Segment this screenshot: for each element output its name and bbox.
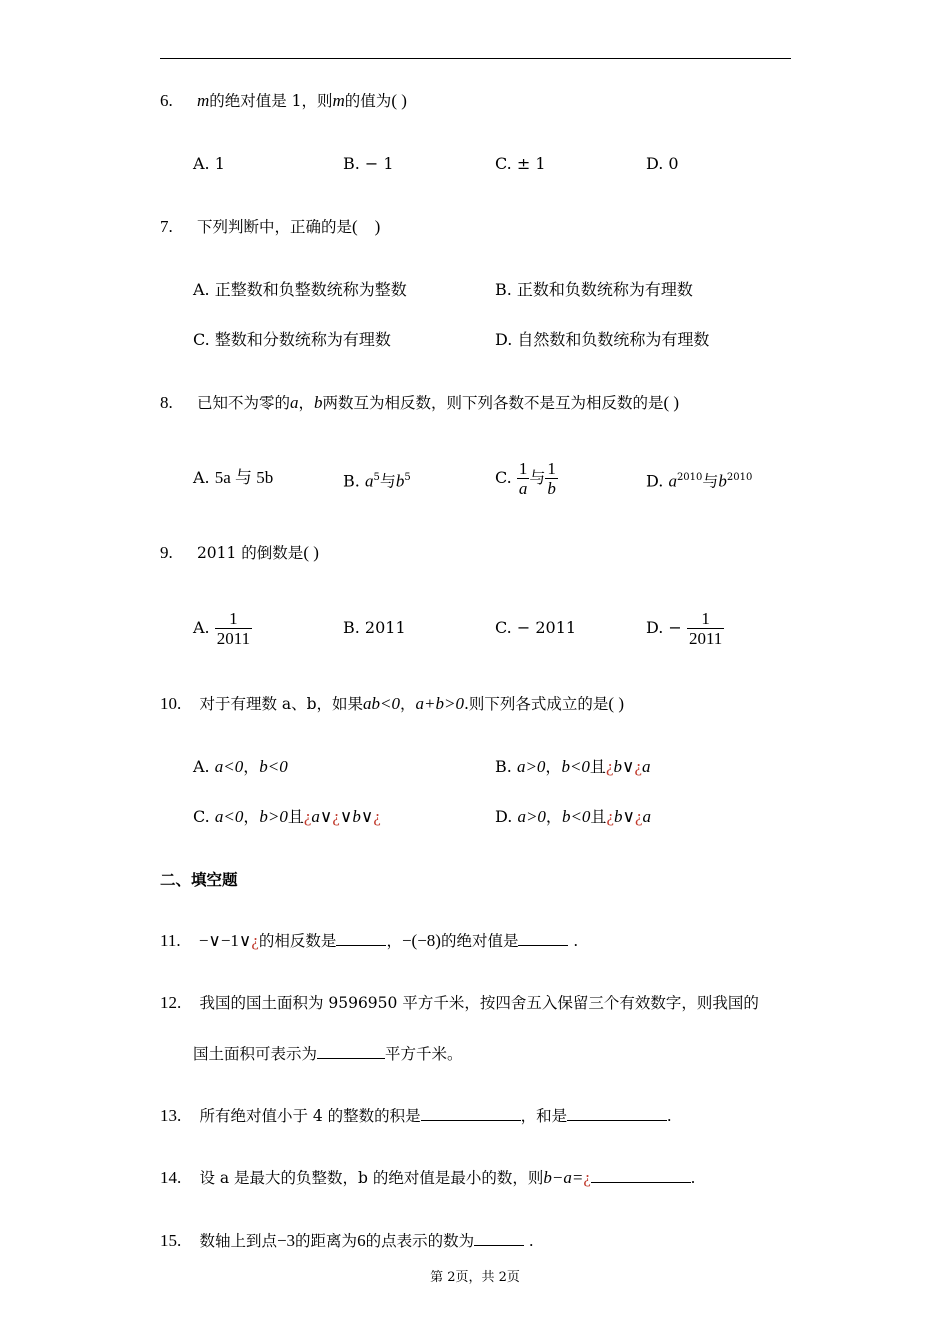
denominator: 2011 [216,629,251,648]
expr: −(−8) [401,931,441,950]
base: b [718,471,727,491]
exponent: 5 [373,472,380,483]
punctuation: ， [545,757,562,776]
expr: a [311,807,320,826]
question-text: 对于有理数 a、b，如果 [199,695,364,713]
question-number: 7. [160,217,173,236]
answer-paren: ( ) [391,91,407,110]
option-text: 与 [529,468,546,487]
punctuation: . [690,1168,696,1187]
q7-option-a: A. 正整数和负整数统称为整数 [193,280,407,299]
header-rule [160,58,791,59]
expr: b [352,807,361,826]
q8-option-a [193,467,273,489]
denominator: b [547,479,556,498]
q7-option-b: B. 正数和负数统称为有理数 [495,280,693,299]
base: a [364,471,374,491]
question-text: 的绝对值是 1，则 [209,92,333,110]
condition: a+b>0 [415,694,464,713]
fraction [545,459,558,498]
expr: ∨ [339,807,353,826]
expr: a>0 [517,807,546,826]
option-text: 与 [702,471,719,491]
garbled-char: ¿ [303,807,312,826]
option-label: C. [193,807,210,826]
question-12-line2 [193,1042,463,1065]
option-text: 且 [590,807,607,826]
question-text: 的点表示的数为 [365,1232,475,1250]
q9-option-c: C. − 2011 [495,618,577,637]
expr: ∨ [360,807,374,826]
option-label: C. [495,468,512,487]
fraction [215,609,252,648]
expr: b [613,757,622,776]
expr: −3 [276,1231,296,1250]
option-label: D. [495,807,513,826]
var-m: m [196,91,210,110]
option-label: A. [193,468,210,487]
expr: a [642,807,651,826]
numerator: 1 [547,459,556,478]
garbled-char: ¿ [606,807,614,826]
expr: −∨−1∨ [198,931,252,950]
question-15 [160,1229,533,1252]
option-label: A. [193,618,210,637]
q10-option-c [193,806,381,828]
q8-option-d [646,467,752,492]
expr: ∨ [319,807,333,826]
punctuation: . [529,1231,534,1250]
var-a: a [289,393,299,412]
question-number: 8. [160,393,173,412]
answer-paren: ( ) [303,543,319,562]
answer-blank[interactable] [518,929,568,946]
answer-blank[interactable] [474,1229,524,1246]
expr: a [641,757,651,776]
numerator: 1 [701,609,710,628]
q9-option-b: B. 2011 [343,618,406,637]
question-13 [160,1104,671,1127]
page-footer: 第 2页，共 2页 [430,1270,520,1285]
question-text: 的相反数是 [258,932,337,950]
fraction [687,609,724,648]
question-number: 6. [160,91,173,110]
q6-option-a: A. 1 [193,154,225,173]
denominator: a [518,479,528,498]
question-text: 的距离为 [295,1232,358,1250]
q6-option-d: D. 0 [646,154,679,173]
q9-option-a [193,606,252,650]
question-text: 设 a 是最大的负整数，b 的绝对值是最小的数，则 [199,1169,544,1187]
question-number: 11. [160,931,181,950]
base: a [668,471,677,491]
exponent: 2010 [726,472,753,483]
punctuation: ， [243,757,260,776]
answer-paren: ( ) [351,217,381,236]
option-text: 5a 与 5b [214,468,274,487]
answer-blank[interactable] [421,1104,521,1121]
question-number: 12. [160,993,182,1012]
number: 6 [357,1231,366,1250]
expr: b−a= [543,1168,584,1187]
garbled-char: ¿ [634,757,642,776]
expr: b>0 [259,807,288,826]
answer-blank[interactable] [567,1104,667,1121]
option-label: B. [343,471,360,491]
answer-paren: ( ) [663,393,680,412]
section-title: 二、填空题 [160,870,238,889]
question-number: 13. [160,1106,182,1125]
punctuation: . [573,931,578,950]
question-text: 两数互为相反数，则下列各数不是互为相反数的是 [322,394,664,412]
question-10 [160,693,624,715]
punctuation: ， [386,932,402,950]
answer-blank[interactable] [591,1166,691,1183]
question-text: 我国的国土面积为 9596950 平方千米，按四舍五入保留三个有效数字，则我国的 [199,994,759,1012]
question-11 [160,929,578,952]
answer-paren: ( ) [608,694,624,713]
option-text: 与 [379,471,396,491]
question-text: ，和是 [520,1107,568,1125]
answer-blank[interactable] [317,1042,385,1059]
var-b: b [313,393,323,412]
expr: b [613,807,623,826]
var-m: m [332,91,345,110]
answer-blank[interactable] [336,929,386,946]
question-text: 2011 的倒数是 [196,544,304,562]
expr: b<0 [259,757,288,776]
base: b [395,471,405,491]
option-label: D. [646,471,664,491]
exponent: 5 [404,472,411,483]
punctuation: ， [243,807,260,826]
punctuation: ， [545,807,562,826]
question-text: 平方千米。 [385,1045,463,1063]
expr: b<0 [561,807,591,826]
option-label: B. [495,757,512,776]
question-text: 的值为 [344,92,392,110]
numerator: 1 [518,459,528,478]
q10-option-b [495,756,650,778]
q6-option-b: B. − 1 [343,154,394,173]
numerator: 1 [229,609,238,628]
question-text: .则下列各式成立的是 [463,695,609,713]
question-number: 14. [160,1168,182,1187]
exponent: 2010 [676,472,703,483]
q8-option-b [343,467,411,492]
question-14 [160,1166,695,1189]
question-8 [160,392,679,414]
option-label: A. [193,757,210,776]
q9-option-d [646,606,724,650]
expr: ∨ [621,757,635,776]
q10-option-a [193,756,288,778]
garbled-char: ¿ [583,1168,591,1187]
q7-option-c: C. 整数和分数统称为有理数 [193,330,391,349]
condition: ab<0 [363,694,401,713]
question-6 [160,90,407,112]
garbled-char: ¿ [332,807,340,826]
question-text: 所有绝对值小于 4 的整数的积是 [199,1107,421,1125]
garbled-char: ¿ [634,807,643,826]
option-label: D. − [646,618,682,637]
q8-option-c [495,456,558,500]
expr: ∨ [622,807,635,826]
q10-option-d [495,806,651,828]
fraction [517,459,530,498]
question-number: 10. [160,694,182,713]
question-number: 9. [160,543,173,562]
question-text: 下列判断中，正确的是 [196,218,352,236]
punctuation: ， [400,695,416,713]
option-text: 且 [589,757,606,776]
q7-option-d: D. 自然数和负数统称为有理数 [495,330,710,349]
garbled-char: ¿ [373,807,381,826]
question-text: 国土面积可表示为 [193,1045,318,1063]
q6-option-c: C. ± 1 [495,154,546,173]
denominator: 2011 [688,629,723,648]
option-text: 且 [287,807,304,826]
garbled-char: ¿ [605,757,614,776]
punctuation: . [667,1106,672,1125]
question-text: 已知不为零的 [196,394,290,412]
expr: b<0 [561,757,590,776]
question-number: 15. [160,1231,182,1250]
question-text: 数轴上到点 [199,1232,277,1250]
question-7 [160,216,380,238]
expr: a<0 [214,807,244,826]
question-12 [160,992,759,1014]
garbled-char: ¿ [251,931,259,950]
expr: a>0 [516,757,546,776]
punctuation: ， [298,394,314,412]
expr: a<0 [214,757,244,776]
question-9 [160,542,319,564]
question-text: 的绝对值是 [440,932,519,950]
